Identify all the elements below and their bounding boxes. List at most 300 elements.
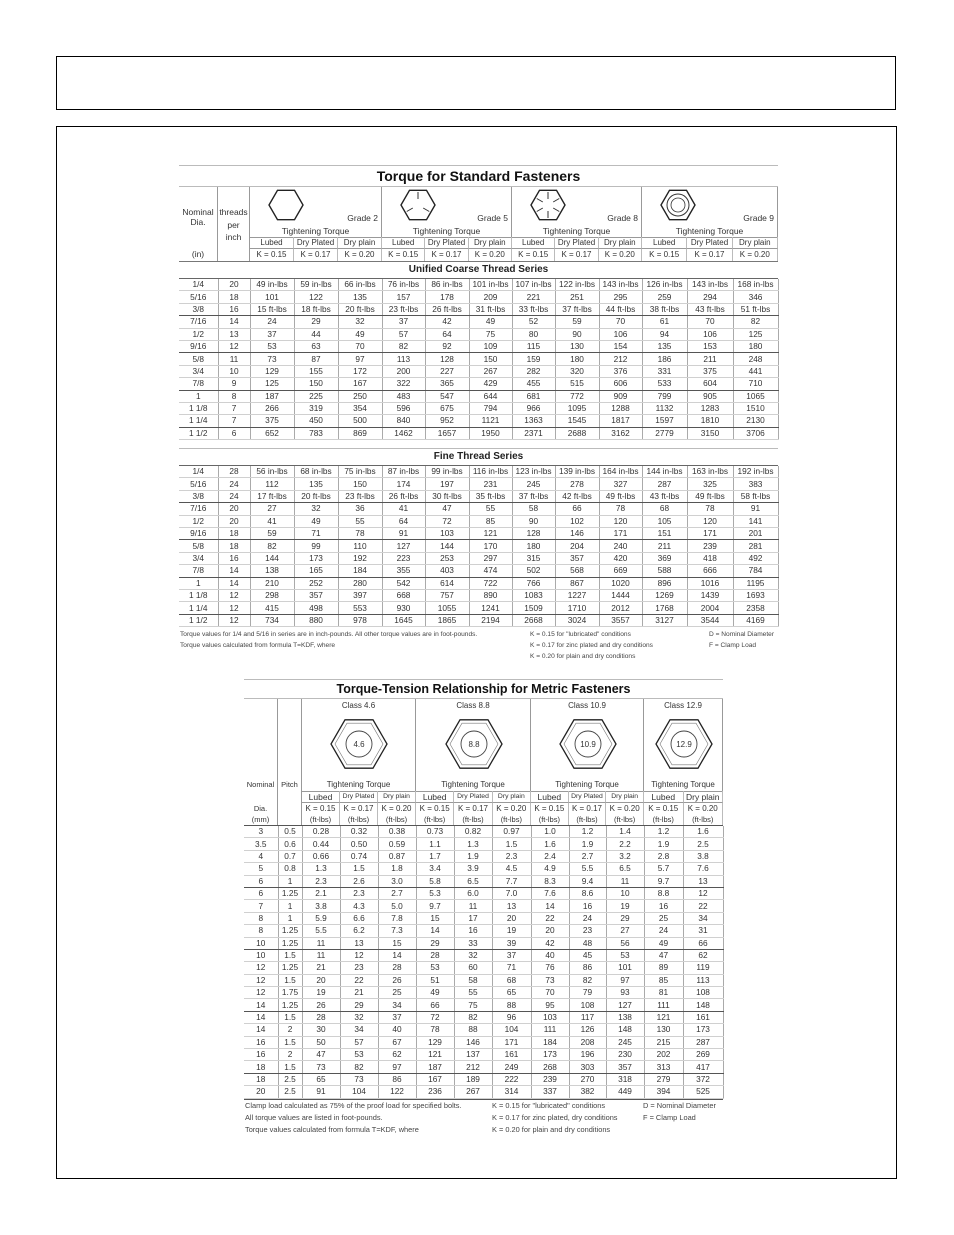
- table-cell: 121: [416, 1049, 454, 1061]
- k-factor-label: K = 0.15: [416, 803, 454, 814]
- table-cell: 287: [642, 478, 687, 490]
- tightening-torque-label: Tightening Torque: [250, 225, 381, 238]
- table-cell: 666: [687, 565, 733, 577]
- table-cell: 104: [492, 1024, 531, 1036]
- table-cell: 1.5: [278, 1061, 302, 1073]
- table-cell: 171: [687, 528, 733, 540]
- table-cell: 155: [294, 365, 338, 377]
- table-cell: 18: [218, 528, 250, 540]
- table-cell: 125: [250, 378, 294, 390]
- table-cell: 34: [683, 912, 723, 924]
- table-cell: 66: [555, 503, 599, 515]
- table-cell: 49 in-lbs: [250, 279, 294, 291]
- table-cell: 313: [644, 1061, 683, 1073]
- table-cell: 278: [555, 478, 599, 490]
- metric-note-k-plated: K = 0.17 for zinc plated, dry conditions: [492, 1112, 618, 1122]
- table-cell: 221: [512, 291, 555, 303]
- table-row: [244, 962, 723, 974]
- table-cell: 840: [382, 415, 425, 427]
- table-cell: 357: [606, 1061, 644, 1073]
- table-cell: 14: [218, 565, 250, 577]
- metric-mm-label: (mm): [251, 815, 270, 824]
- table-cell: 16: [244, 1049, 278, 1061]
- table-cell: 210: [250, 577, 294, 589]
- table-cell: 14: [531, 900, 569, 912]
- nominal-dia-header: [179, 187, 218, 261]
- table-cell: 783: [294, 427, 338, 439]
- condition-label: Lubed: [382, 237, 425, 249]
- k-factor-label: K = 0.20: [493, 803, 531, 814]
- tightening-torque-label: Tightening Torque: [531, 779, 643, 792]
- table-cell: 39: [492, 937, 531, 949]
- table-cell: 12: [683, 887, 723, 899]
- grade-label: Grade 9: [743, 213, 774, 223]
- grade-column-2: [382, 187, 512, 261]
- table-cell: 23: [340, 962, 378, 974]
- table-cell: 65: [492, 987, 531, 999]
- table-cell: 3.8: [683, 850, 723, 862]
- grade-label: Grade 5: [477, 213, 508, 223]
- class-column-4: [644, 699, 723, 825]
- table-cell: 15 ft-lbs: [250, 303, 294, 315]
- table-cell: 49 ft-lbs: [599, 490, 642, 502]
- k-factor-label: K = 0.15: [302, 803, 340, 814]
- table-cell: 4.3: [340, 900, 378, 912]
- table-cell: 5.3: [416, 887, 454, 899]
- metric-fastener-chart: [244, 679, 723, 1138]
- table-cell: 24: [250, 316, 294, 328]
- table-cell: 0.8: [278, 863, 302, 875]
- table-cell: 675: [425, 402, 469, 414]
- table-cell: 455: [512, 378, 555, 390]
- table-row: [179, 427, 778, 439]
- table-cell: 82: [382, 340, 425, 352]
- tightening-torque-label: Tightening Torque: [302, 779, 415, 792]
- table-cell: 1195: [733, 577, 778, 589]
- table-cell: 1.5: [278, 974, 302, 986]
- condition-label: Dry plain: [378, 791, 416, 803]
- table-row: [244, 1061, 723, 1073]
- table-cell: 186: [642, 353, 687, 365]
- table-cell: 11: [302, 937, 340, 949]
- metric-note-formula: Torque values calculated from formula T=KDF, where: [245, 1124, 419, 1134]
- table-cell: 1657: [425, 427, 469, 439]
- table-cell: 1363: [512, 415, 555, 427]
- condition-label: Dry Plated: [425, 237, 468, 249]
- table-cell: 7: [244, 900, 278, 912]
- table-cell: 105: [642, 515, 687, 527]
- table-row: [179, 540, 778, 552]
- table-cell: 53: [606, 949, 644, 961]
- table-cell: 1/2: [179, 328, 218, 340]
- table-cell: 15: [378, 937, 416, 949]
- metric-note-d: D = Nominal Diameter: [643, 1100, 716, 1110]
- table-cell: 45: [569, 949, 606, 961]
- table-cell: 62: [683, 949, 723, 961]
- table-cell: 3.0: [378, 875, 416, 887]
- table-cell: 167: [416, 1073, 454, 1085]
- table-cell: 130: [555, 340, 599, 352]
- table-cell: 146: [454, 1036, 492, 1048]
- table-cell: 5: [244, 863, 278, 875]
- table-cell: 3/8: [179, 490, 218, 502]
- table-cell: 99: [294, 540, 338, 552]
- table-cell: 14: [218, 316, 250, 328]
- table-cell: 3706: [733, 427, 778, 439]
- table-cell: 20: [531, 925, 569, 937]
- tightening-torque-label: Tightening Torque: [642, 225, 777, 238]
- hex-bolt-head-icon: [656, 185, 700, 225]
- table-cell: 483: [382, 390, 425, 402]
- inch-label: inch: [225, 232, 242, 242]
- table-cell: 606: [599, 378, 642, 390]
- table-cell: 7/8: [179, 565, 218, 577]
- table-cell: 0.44: [302, 838, 340, 850]
- table-cell: 6.5: [454, 875, 492, 887]
- table-cell: 2.8: [644, 850, 683, 862]
- table-cell: 4.5: [492, 863, 531, 875]
- coarse-series-title: Unified Coarse Thread Series: [179, 262, 778, 279]
- table-cell: 107 in-lbs: [512, 279, 555, 291]
- table-cell: 266: [250, 402, 294, 414]
- condition-label: Dry plain: [493, 791, 531, 803]
- grade-column-4: [642, 187, 778, 261]
- table-cell: 91: [382, 528, 425, 540]
- table-cell: 5.7: [644, 863, 683, 875]
- unit-label: (in): [191, 249, 205, 259]
- table-row: [179, 316, 778, 328]
- table-cell: 31 ft-lbs: [469, 303, 512, 315]
- table-cell: 14: [416, 925, 454, 937]
- table-cell: 211: [642, 540, 687, 552]
- table-cell: 6.2: [340, 925, 378, 937]
- table-cell: 614: [425, 577, 469, 589]
- table-cell: 757: [425, 589, 469, 601]
- table-cell: 267: [454, 1086, 492, 1098]
- table-cell: 212: [454, 1061, 492, 1073]
- table-cell: 3/8: [179, 303, 218, 315]
- table-cell: 1693: [733, 589, 778, 601]
- table-cell: 236: [416, 1086, 454, 1098]
- metric-dia-label: Dia.: [253, 804, 268, 813]
- k-factor-label: K = 0.15: [644, 803, 684, 814]
- table-cell: 59: [555, 316, 599, 328]
- table-cell: 978: [338, 614, 382, 626]
- table-cell: 165: [294, 565, 338, 577]
- table-cell: 668: [382, 589, 425, 601]
- table-cell: 25: [644, 912, 683, 924]
- table-cell: 95: [531, 999, 569, 1011]
- table-cell: 78: [416, 1024, 454, 1036]
- table-cell: 3544: [687, 614, 733, 626]
- table-cell: 38 ft-lbs: [642, 303, 687, 315]
- metric-nominal-header: [244, 699, 278, 825]
- table-cell: 71: [492, 962, 531, 974]
- table-cell: 12: [244, 987, 278, 999]
- table-cell: 2004: [687, 602, 733, 614]
- table-cell: 80: [512, 328, 555, 340]
- table-cell: 7.8: [378, 912, 416, 924]
- table-row: [244, 925, 723, 937]
- table-cell: 71: [294, 528, 338, 540]
- table-cell: 168 in-lbs: [733, 279, 778, 291]
- table-cell: 3.9: [454, 863, 492, 875]
- table-row: [244, 912, 723, 924]
- table-row: [179, 402, 778, 414]
- table-cell: 0.97: [492, 826, 531, 838]
- table-cell: 225: [294, 390, 338, 402]
- table-cell: 253: [425, 552, 469, 564]
- table-cell: 10: [606, 887, 644, 899]
- table-cell: 365: [425, 378, 469, 390]
- table-cell: 26 ft-lbs: [425, 303, 469, 315]
- table-cell: 27: [250, 503, 294, 515]
- table-cell: 230: [606, 1049, 644, 1061]
- table-cell: 1: [278, 900, 302, 912]
- condition-label: Lubed: [302, 791, 340, 803]
- table-cell: 24: [218, 490, 250, 502]
- table-cell: 2.3: [340, 887, 378, 899]
- table-cell: 17 ft-lbs: [250, 490, 294, 502]
- unit-label: (ft-lbs): [531, 814, 569, 825]
- condition-label: Dry plain: [684, 791, 724, 803]
- table-row: [179, 589, 778, 601]
- table-cell: 245: [512, 478, 555, 490]
- table-cell: 382: [569, 1086, 606, 1098]
- table-cell: 72: [416, 1011, 454, 1023]
- table-cell: 121: [469, 528, 512, 540]
- table-cell: 8.8: [644, 887, 683, 899]
- table-cell: 19: [302, 987, 340, 999]
- table-cell: 122: [294, 291, 338, 303]
- table-cell: 2.7: [378, 887, 416, 899]
- table-cell: 20: [492, 912, 531, 924]
- table-cell: 143 in-lbs: [599, 279, 642, 291]
- table-cell: 568: [555, 565, 599, 577]
- table-cell: 11: [454, 900, 492, 912]
- table-cell: 10: [218, 365, 250, 377]
- table-cell: 86: [378, 1073, 416, 1085]
- table-cell: 151: [642, 528, 687, 540]
- table-cell: 16: [218, 552, 250, 564]
- table-cell: 3.8: [302, 900, 340, 912]
- table-cell: 17: [454, 912, 492, 924]
- metric-bolt-head-icon: [557, 713, 619, 775]
- table-cell: 70: [599, 316, 642, 328]
- class-column-3: [531, 699, 644, 825]
- table-cell: 64: [382, 515, 425, 527]
- table-cell: 57: [340, 1036, 378, 1048]
- table-cell: 403: [425, 565, 469, 577]
- table-cell: 16: [644, 900, 683, 912]
- table-cell: 122: [378, 1086, 416, 1098]
- table-cell: 1.9: [569, 838, 606, 850]
- table-cell: 52: [512, 316, 555, 328]
- table-cell: 418: [687, 552, 733, 564]
- table-cell: 7/16: [179, 316, 218, 328]
- table-cell: 67: [378, 1036, 416, 1048]
- table-cell: 59 in-lbs: [294, 279, 338, 291]
- table-cell: 500: [338, 415, 382, 427]
- table-cell: 1/4: [179, 466, 218, 478]
- table-cell: 2668: [512, 614, 555, 626]
- table-cell: 1 1/2: [179, 427, 218, 439]
- table-cell: 50: [302, 1036, 340, 1048]
- table-cell: 87: [294, 353, 338, 365]
- table-row: [244, 987, 723, 999]
- table-cell: 2: [278, 1049, 302, 1061]
- table-cell: 722: [469, 577, 512, 589]
- table-cell: 9: [218, 378, 250, 390]
- threads-label: threads: [219, 207, 248, 217]
- note-d: D = Nominal Diameter: [709, 631, 775, 639]
- condition-label: Dry Plated: [454, 791, 492, 803]
- table-cell: 1.8: [378, 863, 416, 875]
- table-cell: 101 in-lbs: [469, 279, 512, 291]
- table-cell: 22: [683, 900, 723, 912]
- table-cell: 85: [644, 974, 683, 986]
- condition-label: Lubed: [416, 791, 454, 803]
- table-cell: 269: [683, 1049, 723, 1061]
- table-row: [179, 365, 778, 377]
- table-cell: 20 ft-lbs: [294, 490, 338, 502]
- table-cell: 3.2: [606, 850, 644, 862]
- table-cell: 153: [687, 340, 733, 352]
- table-cell: 1950: [469, 427, 512, 439]
- table-cell: 171: [492, 1036, 531, 1048]
- table-cell: 90: [512, 515, 555, 527]
- table-cell: 2: [278, 1024, 302, 1036]
- table-cell: 1 1/8: [179, 402, 218, 414]
- table-cell: 1/2: [179, 515, 218, 527]
- unit-label: (ft-lbs): [684, 814, 724, 825]
- table-cell: 417: [683, 1061, 723, 1073]
- table-cell: 97: [606, 974, 644, 986]
- table-cell: 126 in-lbs: [642, 279, 687, 291]
- table-cell: 82: [250, 540, 294, 552]
- table-cell: 280: [338, 577, 382, 589]
- table-cell: 49: [338, 328, 382, 340]
- table-cell: 553: [338, 602, 382, 614]
- table-cell: 138: [606, 1011, 644, 1023]
- table-cell: 1055: [425, 602, 469, 614]
- table-cell: 492: [733, 552, 778, 564]
- table-cell: 1817: [599, 415, 642, 427]
- k-factor-label: K = 0.15: [512, 249, 555, 261]
- table-cell: 0.87: [378, 850, 416, 862]
- table-cell: 24: [218, 478, 250, 490]
- metric-chart-notes: [244, 1099, 723, 1138]
- table-cell: 0.50: [340, 838, 378, 850]
- table-row: [179, 577, 778, 589]
- table-cell: 12: [244, 962, 278, 974]
- table-cell: 1016: [687, 577, 733, 589]
- table-cell: 13: [683, 875, 723, 887]
- table-cell: 0.74: [340, 850, 378, 862]
- table-cell: 117: [569, 1011, 606, 1023]
- table-cell: 57: [382, 328, 425, 340]
- table-cell: 79: [569, 987, 606, 999]
- table-cell: 2779: [642, 427, 687, 439]
- table-cell: 315: [512, 552, 555, 564]
- table-cell: 429: [469, 378, 512, 390]
- table-cell: 109: [469, 340, 512, 352]
- table-cell: 63: [294, 340, 338, 352]
- grade-label: Grade 8: [607, 213, 638, 223]
- table-cell: 1444: [599, 589, 642, 601]
- table-cell: 9/16: [179, 340, 218, 352]
- table-cell: 187: [416, 1061, 454, 1073]
- table-cell: 8: [244, 912, 278, 924]
- table-cell: 2194: [469, 614, 512, 626]
- k-factor-label: K = 0.17: [687, 249, 732, 261]
- table-cell: 1095: [555, 402, 599, 414]
- table-cell: 18 ft-lbs: [294, 303, 338, 315]
- table-cell: 7/16: [179, 503, 218, 515]
- table-cell: 184: [531, 1036, 569, 1048]
- table-row: [244, 863, 723, 875]
- table-cell: 29: [340, 999, 378, 1011]
- metric-torque-table: [244, 826, 724, 1099]
- table-cell: 766: [512, 577, 555, 589]
- table-cell: 99 in-lbs: [425, 466, 469, 478]
- k-factor-label: K = 0.20: [469, 249, 512, 261]
- table-cell: 20 ft-lbs: [338, 303, 382, 315]
- table-cell: 120: [687, 515, 733, 527]
- table-cell: 150: [294, 378, 338, 390]
- table-cell: 6.6: [340, 912, 378, 924]
- metric-note-foot-pounds: All torque values are listed in foot-pounds.: [245, 1112, 383, 1122]
- table-cell: 61: [642, 316, 687, 328]
- table-cell: 1.5: [278, 949, 302, 961]
- table-cell: 28: [302, 1011, 340, 1023]
- table-cell: 1020: [599, 577, 642, 589]
- table-cell: 319: [294, 402, 338, 414]
- table-cell: 231: [469, 478, 512, 490]
- table-cell: 180: [555, 353, 599, 365]
- table-cell: 126: [569, 1024, 606, 1036]
- table-cell: 66: [416, 999, 454, 1011]
- table-row: [179, 390, 778, 402]
- tightening-torque-label: Tightening Torque: [382, 225, 511, 238]
- table-cell: 1: [179, 390, 218, 402]
- table-cell: 106: [687, 328, 733, 340]
- table-cell: 60: [454, 962, 492, 974]
- table-cell: 11: [606, 875, 644, 887]
- table-cell: 542: [382, 577, 425, 589]
- unit-label: (ft-lbs): [378, 814, 416, 825]
- table-cell: 68: [642, 503, 687, 515]
- table-cell: 2.3: [492, 850, 531, 862]
- table-cell: 42 ft-lbs: [555, 490, 599, 502]
- table-cell: 890: [469, 589, 512, 601]
- per-label: per: [227, 220, 240, 230]
- table-cell: 734: [250, 614, 294, 626]
- table-cell: 13: [340, 937, 378, 949]
- k-factor-label: K = 0.20: [606, 803, 644, 814]
- table-cell: 187: [250, 390, 294, 402]
- table-cell: 1509: [512, 602, 555, 614]
- table-cell: 34: [340, 1024, 378, 1036]
- table-row: [179, 279, 778, 291]
- condition-label: Dry plain: [606, 791, 644, 803]
- table-cell: 799: [642, 390, 687, 402]
- table-cell: 31: [683, 925, 723, 937]
- table-cell: 29: [606, 912, 644, 924]
- table-cell: 101: [250, 291, 294, 303]
- table-cell: 32: [454, 949, 492, 961]
- table-cell: 30: [302, 1024, 340, 1036]
